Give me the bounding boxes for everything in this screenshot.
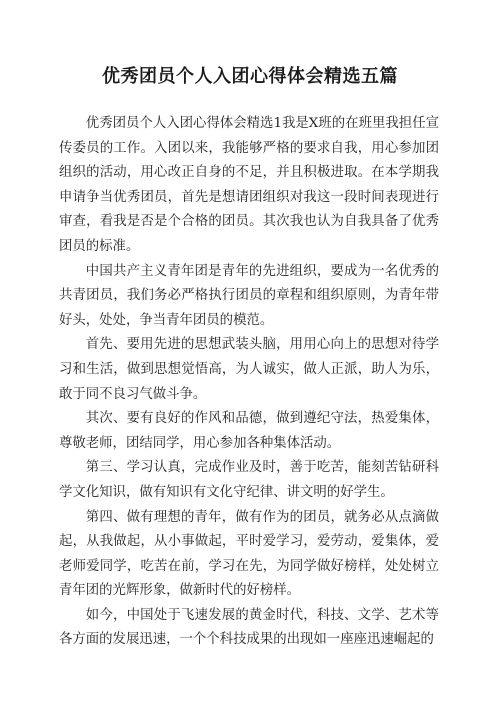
document-body — [59, 112, 439, 653]
document-title: 优秀团员个人入团心得体会精选五篇 — [102, 66, 398, 87]
paragraph: 第三、学习认真，完成作业及时，善于吃苦，能刻苦钻研科学文化知识，做有知识有文化守纪律、讲文明的好学生。 — [59, 460, 439, 500]
paragraph: 中国共产主义青年团是青年的先进组织，要成为一名优秀的共青团员，我们务必严格执行团员的章程和组织原则，为青年带好头，处处，争当青年团员的模范。 — [59, 263, 439, 328]
paragraph: 其次、要有良好的作风和品德，做到遵纪守法，热爱集体，尊敬老师，团结同学，用心参加各种集体活动。 — [59, 411, 439, 451]
paragraph: 如今，中国处于飞速发展的黄金时代，科技、文学、艺术等各方面的发展迅速，一个个科技成果的出现如一座座迅速崛起的 — [59, 607, 439, 648]
paragraph: 首先、要用先进的思想武装头脑，用用心向上的思想对待学习和生活，做到思想觉悟高，为人诚实，做人正派，助人为乐，敢于同不良习气做斗争。 — [59, 337, 439, 402]
paragraph: 优秀团员个人入团心得体会精选1我是X班的在班里我担任宣传委员的工作。入团以来，我能够严格的要求自我，用心参加团组织的活动，用心改正自身的不足，并且积极进取。在本学期我申请争当优秀团员，首先是想请团组织对我这一段时间表现进行审查，看我是否是个合格的团员。其次我也认为自我具备了优秀团员的标准。 — [59, 116, 439, 254]
paragraph: 第四、做有理想的青年，做有作为的团员，就务必从点滴做起，从我做起，从小事做起，平时爱学习，爱劳动，爱集体，爱老师爱同学，吃苦在前，学习在先，为同学做好榜样，处处树立青年团的光辉形象，做新时代的好榜样。 — [59, 509, 439, 599]
